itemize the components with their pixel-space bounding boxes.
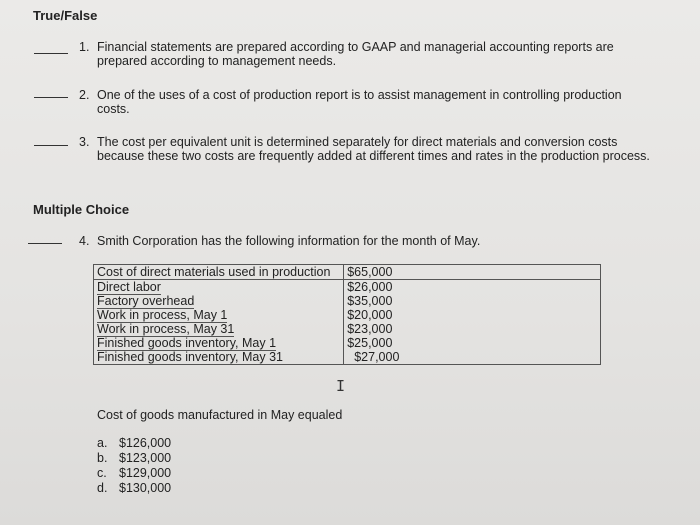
choice-d[interactable] <box>97 481 171 496</box>
answer-blank-1[interactable] <box>34 53 68 54</box>
choice-letter: c. <box>97 466 107 480</box>
choice-text: $129,000 <box>119 466 172 480</box>
choice-c[interactable] <box>97 466 171 481</box>
choice-letter: d. <box>97 481 108 495</box>
cost-label: Work in process, May 31 <box>94 322 344 336</box>
table-row <box>94 336 601 350</box>
tf-question-1 <box>79 40 657 68</box>
cost-value: $65,000 <box>344 265 601 280</box>
choice-text: $126,000 <box>119 436 172 450</box>
question-text: The cost per equivalent unit is determined separately for direct materials and conversion costs because these two costs are frequently added at different times and rates in the production process. <box>97 135 650 163</box>
multiple-choice-heading: Multiple Choice <box>33 202 130 217</box>
question-text: One of the uses of a cost of production report is to assist management in controlling production costs. <box>97 88 622 116</box>
tf-question-3 <box>79 135 657 163</box>
question-number: 3. <box>79 135 90 149</box>
choice-text: $130,000 <box>119 481 172 495</box>
table-row <box>94 294 601 308</box>
cost-value: $23,000 <box>344 322 601 336</box>
answer-blank-4[interactable] <box>28 243 62 244</box>
choice-text: $123,000 <box>119 451 172 465</box>
true-false-heading: True/False <box>33 8 98 23</box>
choice-letter: a. <box>97 436 108 450</box>
cost-table <box>93 264 601 365</box>
cost-label: Factory overhead <box>94 294 344 308</box>
question-number: 4. <box>79 234 90 248</box>
cost-value: $25,000 <box>344 336 601 350</box>
cost-label: Work in process, May 1 <box>94 308 344 322</box>
question-stem: Cost of goods manufactured in May equaled <box>97 408 343 422</box>
cost-label: Finished goods inventory, May 1 <box>94 336 344 350</box>
table-row <box>94 350 601 365</box>
tf-question-2 <box>79 88 657 116</box>
choice-letter: b. <box>97 451 108 465</box>
table-row <box>94 265 601 280</box>
table-row <box>94 308 601 322</box>
table-row <box>94 280 601 295</box>
choice-a[interactable] <box>97 436 171 451</box>
cost-label: Finished goods inventory, May 31 <box>94 350 344 365</box>
cost-value: $26,000 <box>344 280 601 295</box>
text-cursor-icon: I <box>336 377 346 395</box>
question-text: Financial statements are prepared according to GAAP and managerial accounting reports are prepared according to management needs. <box>97 40 614 68</box>
table-row <box>94 322 601 336</box>
question-number: 1. <box>79 40 90 54</box>
cost-value: $35,000 <box>344 294 601 308</box>
answer-blank-2[interactable] <box>34 97 68 98</box>
cost-value: $20,000 <box>344 308 601 322</box>
choice-b[interactable] <box>97 451 171 466</box>
cost-value: $27,000 <box>344 350 601 365</box>
answer-blank-3[interactable] <box>34 145 68 146</box>
question-number: 2. <box>79 88 90 102</box>
mc-question-4 <box>79 234 657 248</box>
cost-label: Cost of direct materials used in production <box>94 265 344 280</box>
question-text: Smith Corporation has the following information for the month of May. <box>97 234 481 248</box>
cost-label: Direct labor <box>94 280 344 295</box>
